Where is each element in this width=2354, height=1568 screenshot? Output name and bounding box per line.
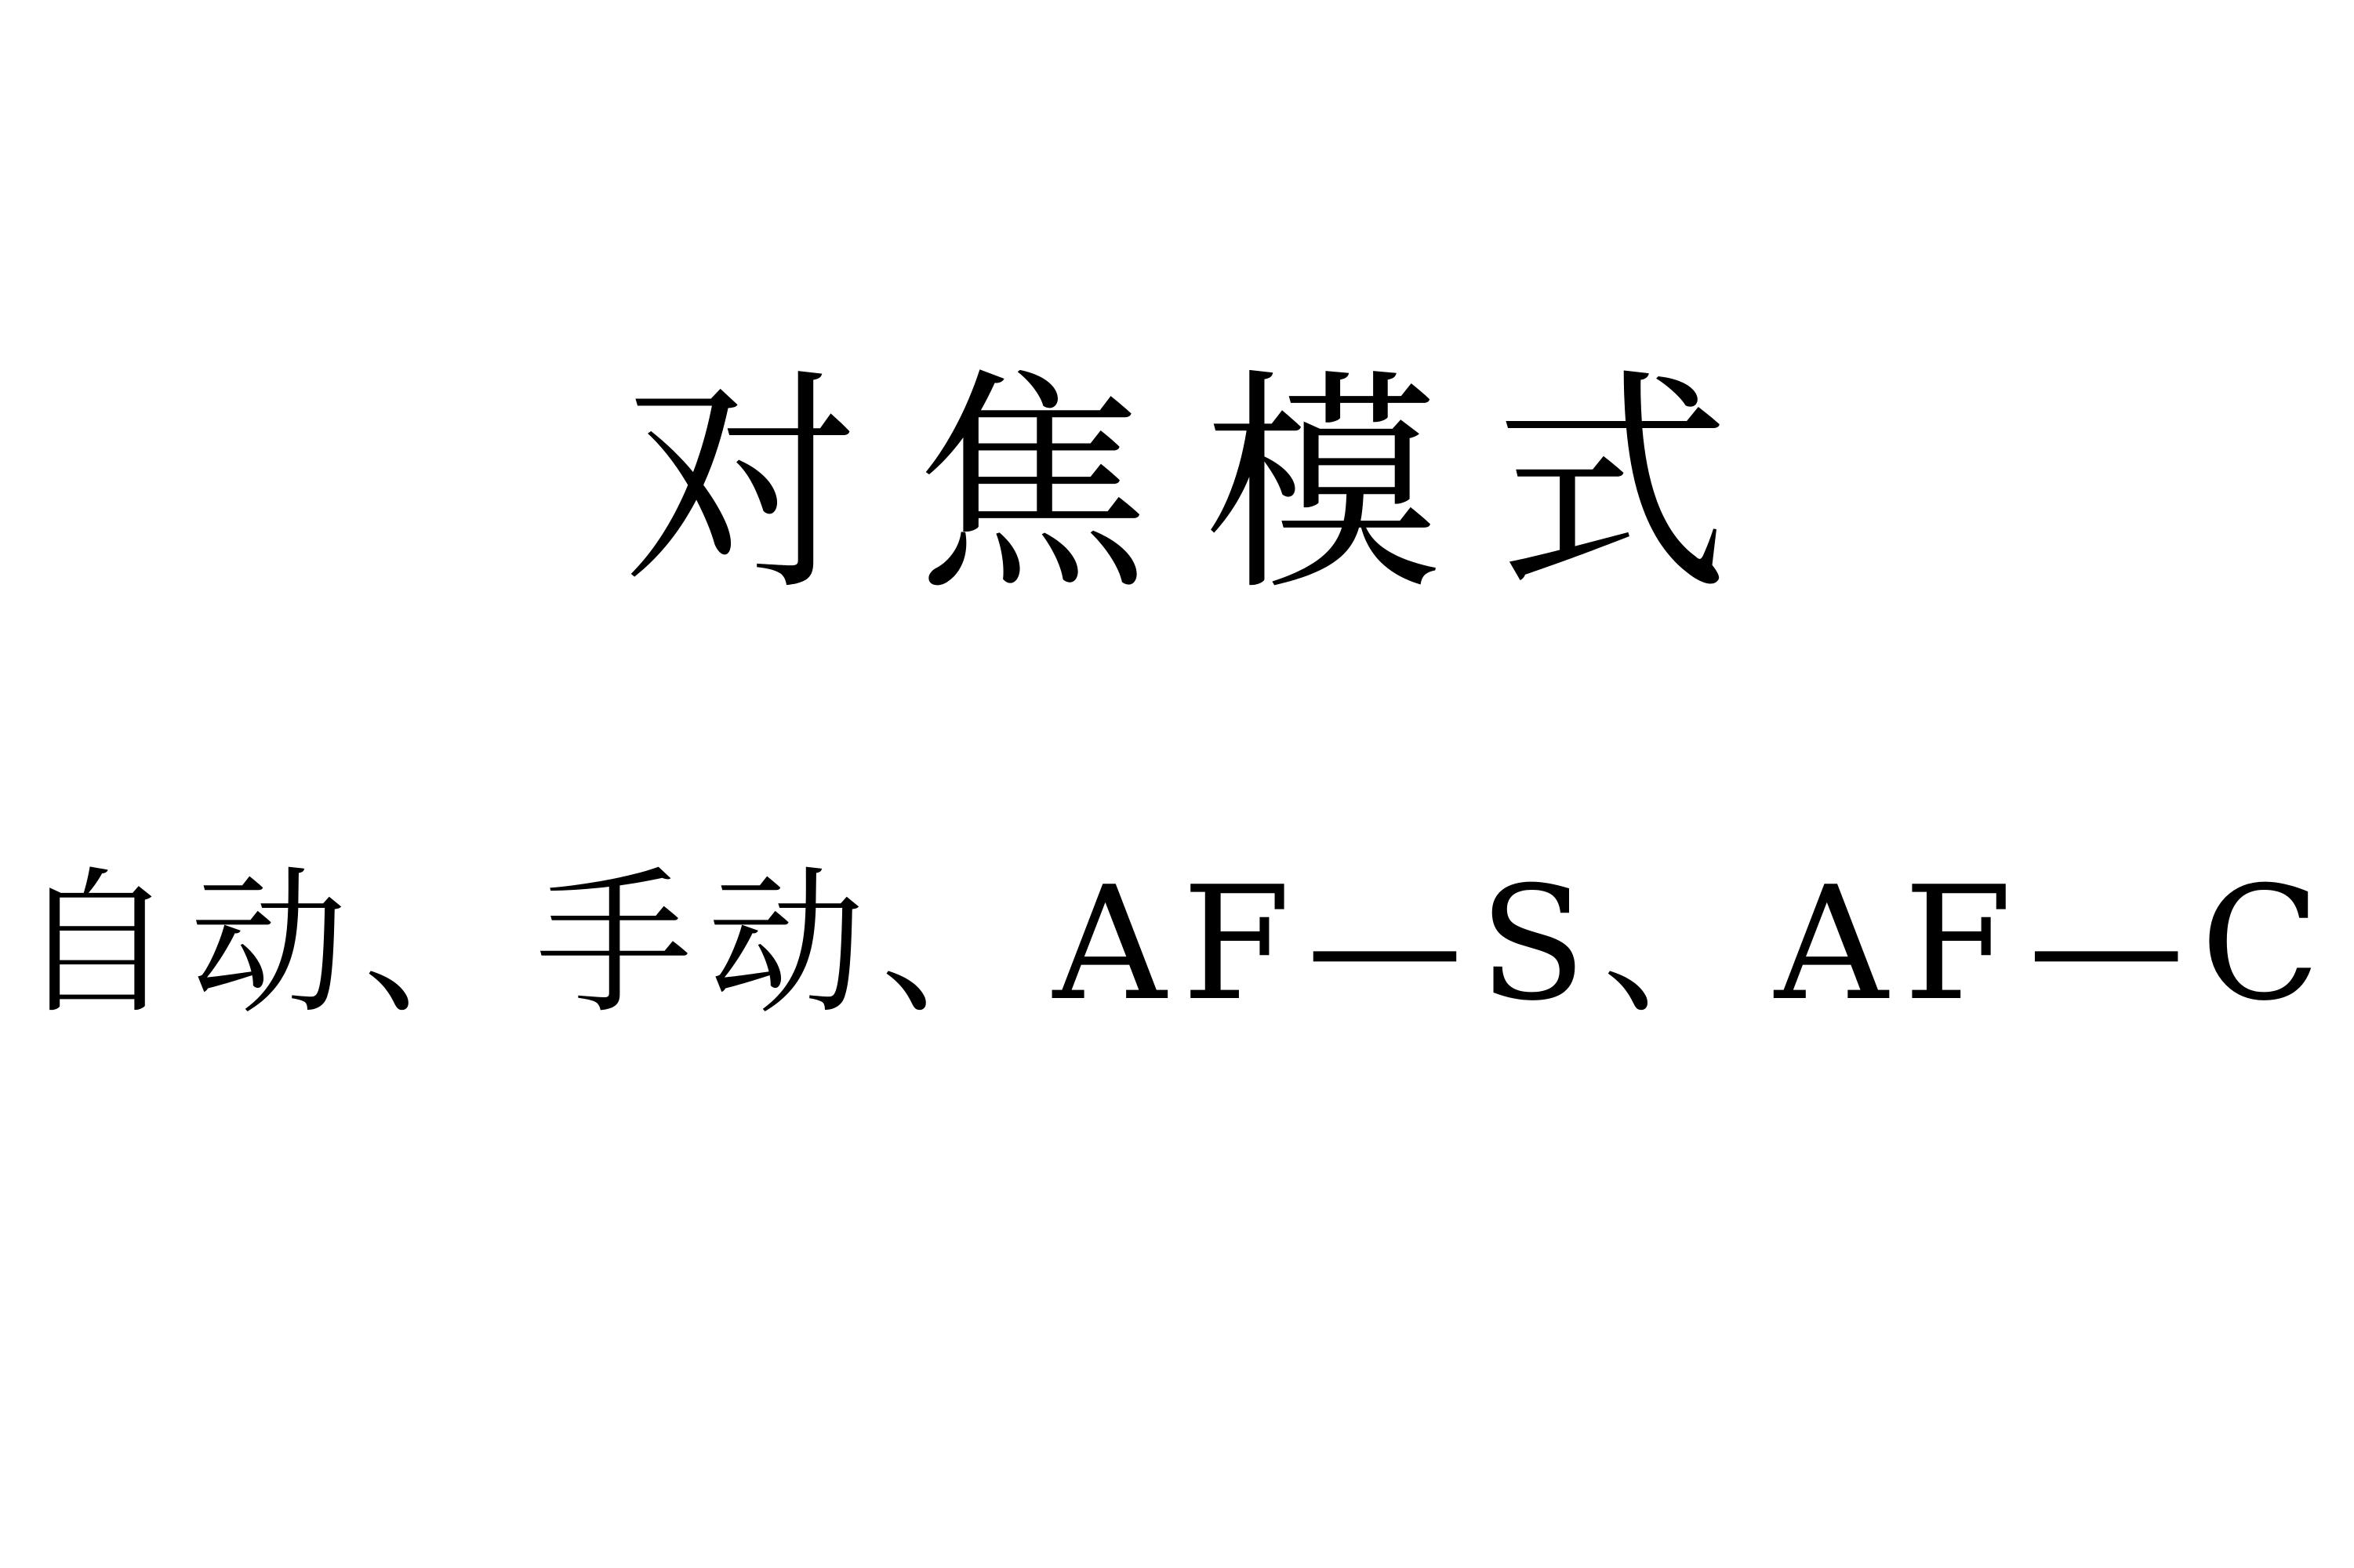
page-title: 对焦模式 (624, 349, 1785, 622)
focus-modes-list: 自动、手动、AF—S、AF—C (17, 853, 2337, 1036)
